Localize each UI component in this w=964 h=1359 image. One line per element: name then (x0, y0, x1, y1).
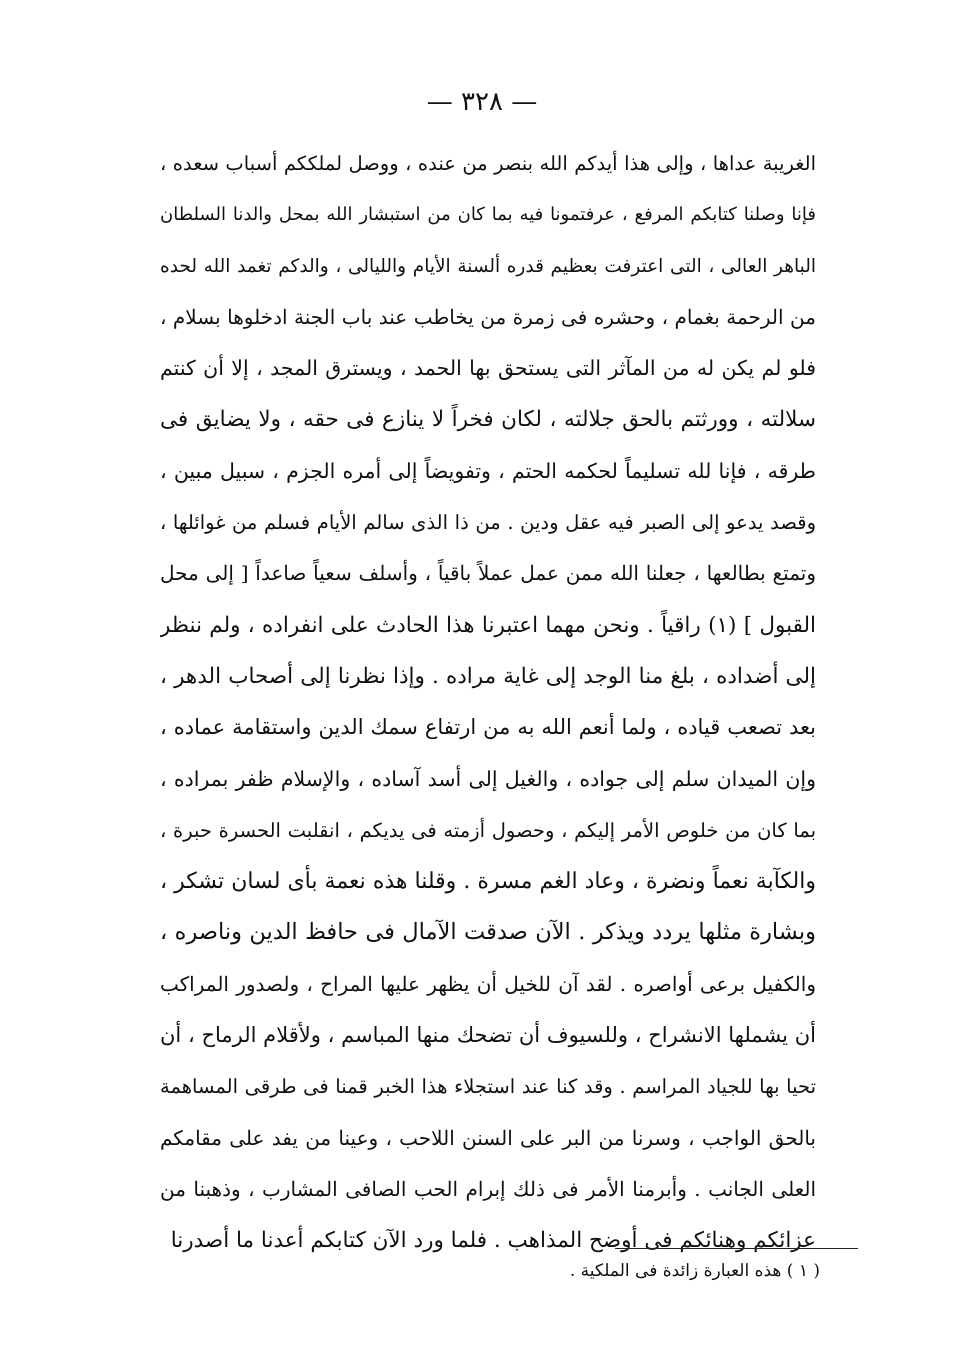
text-line: العلى الجانب . وأبرمنا الأمر فى ذلك إبرام الحب الصافى المشارب ، وذهبنا من (160, 1176, 816, 1201)
text-line: وتمتع بطالعها ، جعلنا الله ممن عمل عملاً باقياً ، وأسلف سعياً صاعداً [ إلى محل (160, 561, 816, 586)
text-line: تحيا بها للجياد المراسم . وقد كنا عند استجلاء هذا الخبر قمنا فى طرقى المساهمة (160, 1075, 816, 1099)
text-line: وإن الميدان سلم إلى جواده ، والغيل إلى أسد آساده ، والإسلام ظفر بمراده ، (160, 766, 816, 791)
text-line: الغريبة عداها ، وإلى هذا أيدكم الله بنصر من عنده ، ووصل لملككم أسباب سعده ، (160, 152, 816, 175)
text-line: أن يشملها الانشراح ، وللسيوف أن تضحك منها المباسم ، ولأقلام الرماح ، أن (160, 1023, 816, 1048)
text-line: بما كان من خلوص الأمر إليكم ، وحصول أزمته فى يديكم ، انقلبت الحسرة حبرة ، (160, 818, 816, 842)
text-line: بعد تصعب قياده ، ولما أنعم الله به من ارتفاع سمك الدين واستقامة عماده ، (160, 715, 816, 740)
text-line: سلالته ، وورثتم بالحق جلالته ، لكان فخراً لا ينازع فى حقه ، ولا يضايق فى (160, 407, 816, 433)
text-line: فإنا وصلنا كتابكم المرفع ، عرفتمونا فيه بما كان من استبشار الله بمحل والدنا السلطان (160, 204, 816, 226)
text-line: من الرحمة بغمام ، وحشره فى زمرة من يخاطب عند باب الجنة ادخلوها بسلام ، (160, 304, 816, 329)
text-line: عزائكم وهنائكم فى أوضح المذاهب . فلما ورد الآن كتابكم أعدنا ما أصدرنا (170, 1228, 816, 1254)
footnote: ( ١ ) هذه العبارة زائدة فى الملكية . (569, 1261, 820, 1281)
text-line: الباهر العالى ، التى اعترفت بعظيم قدره ألسنة الأيام والليالى ، والدكم تغمد الله لحده (160, 255, 816, 277)
text-line: فلو لم يكن له من المآثر التى يستحق بها الحمد ، ويسترق المجد ، إلا أن كنتم (160, 356, 816, 381)
text-line: إلى أضداده ، بلغ منا الوجد إلى غاية مراده . وإذا نظرنا إلى أصحاب الدهر ، (160, 663, 816, 689)
text-line: وبشارة مثلها يردد ويذكر . الآن صدقت الآمال فى حافظ الدين وناصره ، (160, 919, 816, 946)
body-text (160, 138, 816, 1267)
text-line: بالحق الواجب ، وسرنا من البر على السنن اللاحب ، وعينا من يفد على مقامكم (160, 1125, 816, 1150)
text-line: والكآبة نعماً ونضرة ، وعاد الغم مسرة . وقلنا هذه نعمة بأى لسان تشكر ، (160, 869, 816, 895)
text-line: طرقه ، فإنا لله تسليماً لحكمه الحتم ، وتفويضاً إلى أمره الجزم ، سبيل مبين ، (160, 458, 816, 483)
text-line: القبول ] (١) راقياً . ونحن مهما اعتبرنا هذا الحادث على انفراده ، ولم ننظر (160, 612, 816, 638)
text-line: وقصد يدعو إلى الصبر فيه عقل ودين . من ذا الذى سالم الأيام فسلم من غوائلها ، (160, 511, 816, 535)
text-line: والكفيل برعى أواصره . لقد آن للخيل أن يظهر عليها المراح ، ولصدور المراكب (160, 971, 816, 996)
footnote-divider (615, 1248, 858, 1249)
page-number: — ٣٢٨ — (426, 87, 538, 117)
